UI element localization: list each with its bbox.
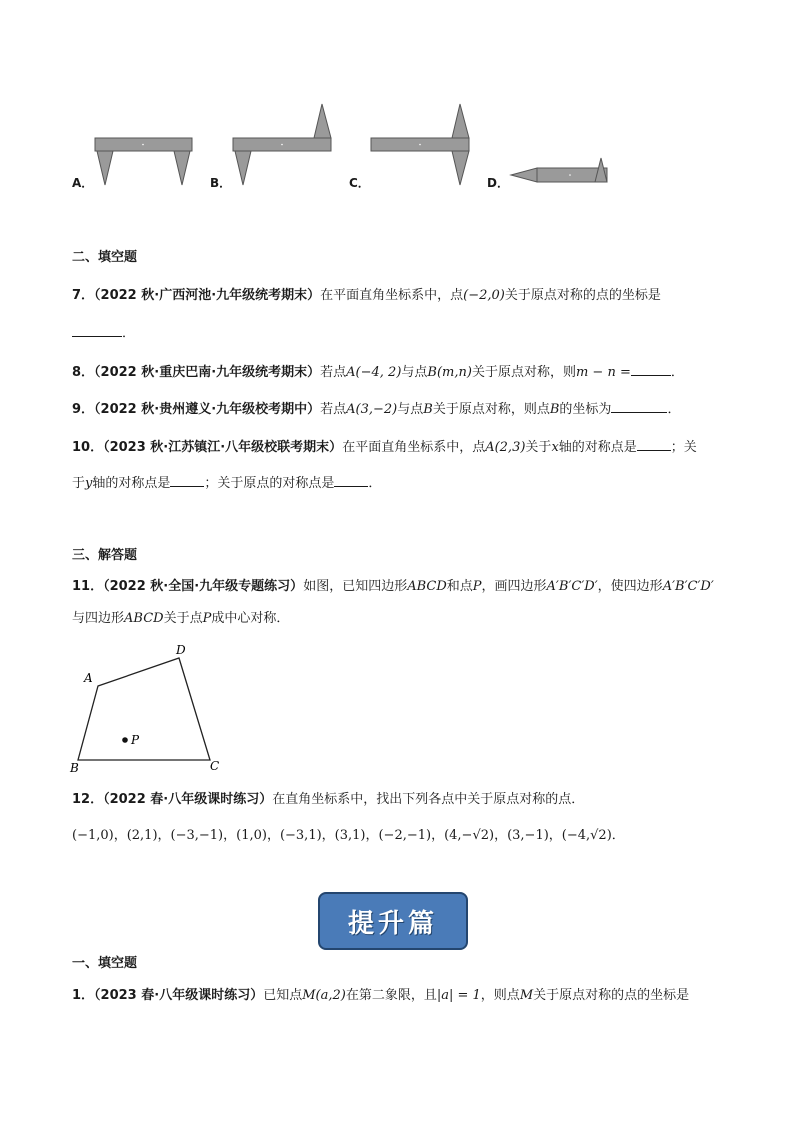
question-text: 关于原点对称的点的坐标是 <box>533 988 690 1003</box>
question-10-line2 <box>72 472 381 494</box>
answer-blank[interactable] <box>334 472 368 487</box>
option-b-label[interactable]: B． <box>210 176 232 190</box>
question-text: 的坐标为 <box>559 402 612 417</box>
point-p-dot <box>122 737 128 743</box>
question-text: 成中心对称． <box>211 611 290 626</box>
punctuation: ． <box>368 476 382 491</box>
option-a-label[interactable]: A． <box>72 176 94 190</box>
question-12 <box>72 790 584 810</box>
section-title-fill-blank: 二、填空题 <box>72 250 138 265</box>
abs-expression: |a| = 1 <box>436 988 481 1003</box>
axis-y: y <box>85 476 93 491</box>
section-title-solve: 三、解答题 <box>72 548 138 563</box>
punctuation: ． <box>667 402 681 417</box>
answer-blank[interactable] <box>611 398 667 413</box>
point-a: A(−4, 2) <box>346 365 402 380</box>
question-text: 已知点 <box>263 988 303 1003</box>
question-number: 9． <box>72 402 95 417</box>
question-11 <box>72 577 714 597</box>
question-text: 若点 <box>320 402 347 417</box>
quad-name: ABCD <box>407 579 447 594</box>
question-text: ，则点 <box>480 988 520 1003</box>
question-source: （2022 秋·重庆巴南·九年级统考期末） <box>94 365 321 380</box>
option-figures <box>0 95 794 195</box>
point-m: M <box>519 988 534 1003</box>
vertex-label-a: A <box>84 671 93 685</box>
point-label-p: P <box>131 733 140 747</box>
question-text: 与点 <box>397 402 424 417</box>
question-text: 在第二象限，且 <box>345 988 437 1003</box>
question-8 <box>72 361 684 383</box>
question-source: （2022 秋·贵州遵义·九年级校考期中） <box>94 402 321 417</box>
question-text: 与四边形 <box>72 611 125 626</box>
question-text: ；关 <box>670 440 697 455</box>
question-text: ，画四边形 <box>481 579 547 594</box>
question-text: 与点 <box>401 365 428 380</box>
question-text: 若点 <box>320 365 347 380</box>
question-text: 于 <box>72 476 86 491</box>
option-d-figure <box>511 158 607 182</box>
quad-name: A′B′C′D′ <box>546 579 598 594</box>
question-text: 关于原点对称的点的坐标是 <box>504 288 661 303</box>
quadrilateral-figure <box>60 640 240 780</box>
question-text: 关于点 <box>163 611 203 626</box>
question-source: （2022 秋·全国·九年级专题练习） <box>103 579 304 594</box>
question-text: 关于原点对称，则 <box>471 365 576 380</box>
question-text: 轴的对称点是 <box>558 440 637 455</box>
question-9 <box>72 398 680 420</box>
point-p: P <box>472 579 482 594</box>
option-c-label[interactable]: C． <box>349 176 370 190</box>
punctuation: ． <box>122 326 136 341</box>
question-text: ，使四边形 <box>597 579 663 594</box>
question-text: 轴的对称点是 <box>92 476 171 491</box>
section-title-advanced-fill-blank: 一、填空题 <box>72 956 138 971</box>
question-text: ；关于原点的对称点是 <box>204 476 335 491</box>
question-number: 8． <box>72 365 95 380</box>
answer-blank[interactable] <box>631 361 671 376</box>
question-text: 在直角坐标系中，找出下列各点中关于原点对称的点． <box>272 792 585 807</box>
point-a: A(3,−2) <box>346 402 398 417</box>
answer-blank[interactable] <box>637 436 671 451</box>
point-b: B <box>423 402 433 417</box>
question-12-points: (−1,0)，(2,1)，(−3,−1)，(1,0)，(−3,1)，(3,1)，(−2,−1)，(4,−√2)，(3,−1)，(−4,√2)． <box>72 828 625 843</box>
answer-blank[interactable] <box>72 322 122 337</box>
quad-name: A′B′C′D′ <box>662 579 714 594</box>
option-c-figure <box>371 104 469 185</box>
question-source: （2023 秋·江苏镇江·八年级校联考期末） <box>103 440 343 455</box>
point-a: A(2,3) <box>485 440 526 455</box>
point-b: B(m,n) <box>427 365 472 380</box>
option-d-label[interactable]: D． <box>487 176 509 190</box>
question-7-answer-line <box>72 322 135 344</box>
vertex-label-c: C <box>210 759 220 773</box>
point-m: M(a,2) <box>302 988 346 1003</box>
question-11-line2 <box>72 609 289 629</box>
question-number: 11． <box>72 579 104 594</box>
question-text: 关于 <box>525 440 552 455</box>
expression: m − n = <box>575 365 631 380</box>
quad-name: ABCD <box>124 611 164 626</box>
question-source: （2022 春·八年级课时练习） <box>103 792 273 807</box>
question-text: 如图，已知四边形 <box>303 579 408 594</box>
vertex-label-d: D <box>176 643 186 657</box>
question-text: 在平面直角坐标系中，点 <box>342 440 486 455</box>
vertex-label-b: B <box>70 761 79 775</box>
question-7 <box>72 286 661 306</box>
question-number: 12． <box>72 792 104 807</box>
question-number: 7． <box>72 288 95 303</box>
question-text: 关于原点对称，则点 <box>432 402 550 417</box>
question-text: 在平面直角坐标系中，点 <box>320 288 464 303</box>
punctuation: ． <box>670 365 684 380</box>
option-a-figure <box>95 138 192 185</box>
question-number: 10． <box>72 440 104 455</box>
point-b: B <box>549 402 560 417</box>
answer-blank[interactable] <box>170 472 204 487</box>
advanced-question-1 <box>72 986 689 1006</box>
question-source: （2023 春·八年级课时练习） <box>94 988 264 1003</box>
quadrilateral-abcd <box>78 658 210 760</box>
point-coordinate: (−2,0) <box>463 288 505 303</box>
axis-x: x <box>551 440 559 455</box>
question-number: 1． <box>72 988 95 1003</box>
question-source: （2022 秋·广西河池·九年级统考期末） <box>94 288 321 303</box>
question-10 <box>72 436 697 458</box>
advanced-section-badge: 提升篇 <box>318 892 468 950</box>
point-p: P <box>202 611 212 626</box>
question-text: 和点 <box>446 579 473 594</box>
option-b-figure <box>233 104 331 185</box>
